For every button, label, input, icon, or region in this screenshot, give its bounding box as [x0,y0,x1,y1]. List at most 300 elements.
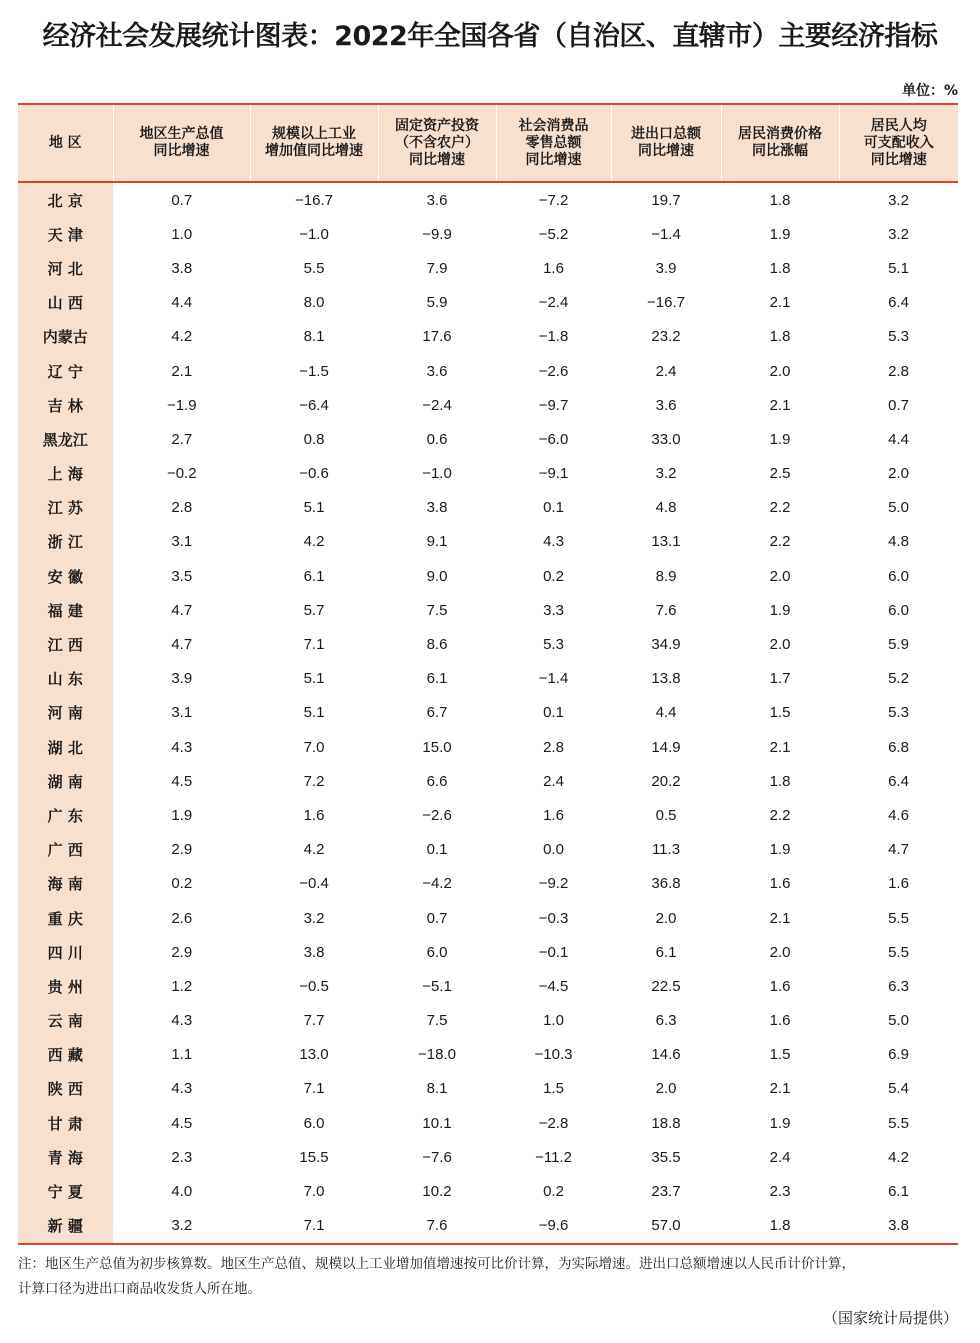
value-cell: 2.8 [171,499,193,517]
value-cell: 13.1 [651,533,681,551]
value-cell: 5.7 [303,601,325,619]
value-cell: 6.4 [888,772,909,790]
value-cell: 8.9 [655,567,677,585]
value-cell: 4.6 [888,806,909,824]
region-name-cell: 浙 江 [18,525,113,559]
value-cell: −0.3 [538,909,569,927]
column-header-line: 同比增速 [525,151,582,168]
region-name-cell: 黑龙江 [18,422,113,456]
value-cell: 14.9 [651,738,681,756]
region-name-cell: 江 苏 [18,491,113,525]
region-name-cell: 福 建 [18,593,113,627]
value-cell: 6.0 [888,567,909,585]
column-header-line: 零售总额 [525,134,582,151]
value-cell: 4.3 [543,533,564,551]
unit-label: 单位：% [901,83,958,99]
value-cell: −9.9 [422,225,452,243]
value-cell: 8.1 [303,328,325,346]
value-cell: 5.5 [303,259,325,277]
table-row [18,422,958,456]
table-row [18,798,958,832]
value-cell: 0.2 [171,875,193,893]
value-cell: 4.7 [171,601,193,619]
value-cell: −2.8 [538,1114,569,1132]
value-cell: 2.0 [655,1080,677,1098]
value-cell: −1.4 [538,670,569,688]
table-row [18,593,958,627]
table-row [18,1038,958,1072]
value-cell: −1.9 [166,396,197,414]
source-credit: （国家统计局提供） [822,1309,958,1327]
value-cell: 2.3 [769,1183,791,1201]
value-cell: 1.8 [721,1209,839,1244]
economic-indicators-table [18,103,958,1245]
value-cell: 4.2 [303,533,325,551]
value-cell: −9.7 [538,396,569,414]
value-cell: −1.8 [538,328,569,346]
value-cell: 3.9 [655,259,677,277]
table-row [18,251,958,285]
value-cell: 3.2 [303,909,325,927]
value-cell: 1.8 [769,328,791,346]
region-name-cell: 云 南 [18,1004,113,1038]
column-header-line: 地 区 [48,134,82,151]
value-cell: 3.6 [426,191,448,209]
table-row [18,662,958,696]
column-header-line: 社会消费品 [518,117,589,134]
value-cell: 13.8 [651,670,681,688]
value-cell: −9.2 [538,875,569,893]
value-cell: 1.9 [769,225,791,243]
value-cell: 1.5 [769,704,791,722]
region-name-cell: 新 疆 [18,1209,113,1244]
value-cell: 6.0 [888,601,909,619]
value-cell: 15.0 [422,738,452,756]
value-cell: 3.8 [303,943,325,961]
value-cell: 35.5 [651,1148,681,1166]
footnote [18,1252,963,1302]
region-name-cell: 青 海 [18,1140,113,1174]
region-name-cell: 陕 西 [18,1072,113,1106]
table-row [18,1209,958,1244]
value-cell: 3.2 [655,465,677,483]
value-cell: −2.4 [538,294,569,312]
table-row [18,457,958,491]
value-cell: 6.3 [888,977,909,995]
value-cell: 5.9 [426,294,448,312]
value-cell: 1.6 [543,806,564,824]
value-cell: 3.2 [888,225,909,243]
value-cell: 4.8 [655,499,677,517]
value-cell: 0.7 [888,396,909,414]
value-cell: 6.4 [888,294,909,312]
value-cell: 5.5 [888,943,909,961]
table-row [18,491,958,525]
value-cell: 7.5 [426,601,448,619]
value-cell: 3.8 [171,259,193,277]
value-cell: −4.5 [538,977,569,995]
value-cell: 1.6 [769,977,791,995]
value-cell: 33.0 [651,430,681,448]
value-cell: 5.5 [888,1114,909,1132]
value-cell: 3.8 [426,499,448,517]
value-cell: 2.0 [888,465,909,483]
value-cell: 8.1 [426,1080,448,1098]
value-cell: 2.1 [769,909,791,927]
value-cell: 1.9 [769,841,791,859]
value-cell: 2.2 [769,499,791,517]
value-cell: 1.8 [769,259,791,277]
column-header-line: 同比增速 [409,151,465,168]
region-name-cell: 吉 林 [18,388,113,422]
region-name-cell: 河 北 [18,251,113,285]
table-row [18,1004,958,1038]
page-title: 经济社会发展统计图表：2022年全国各省（自治区、直辖市）主要经济指标 [42,21,938,52]
value-cell: 3.6 [655,396,677,414]
column-header-3 [378,104,496,182]
value-cell: 10.1 [422,1114,452,1132]
value-cell: 4.2 [888,1148,909,1166]
value-cell: 1.9 [769,430,791,448]
value-cell: 2.4 [543,772,564,790]
value-cell: 4.7 [171,636,193,654]
table-row [18,833,958,867]
value-cell: 3.8 [839,1209,958,1244]
value-cell: 1.9 [769,601,791,619]
value-cell: 7.9 [426,259,448,277]
value-cell: 34.9 [651,636,681,654]
value-cell: 3.1 [171,704,193,722]
value-cell: −1.0 [299,225,329,243]
value-cell: 2.8 [888,362,909,380]
value-cell: 0.8 [303,430,325,448]
column-header-line: 同比涨幅 [752,143,808,159]
value-cell: −0.1 [538,943,569,961]
value-cell: 0.5 [655,806,677,824]
value-cell: −0.6 [299,465,329,483]
column-header-line: 进出口总额 [631,126,701,142]
value-cell: 4.2 [303,841,325,859]
footnote-line: 注：地区生产总值为初步核算数。地区生产总值、规模以上工业增加值增速按可比价计算，为实际增速。进出口总额增速以人民币计价计算， [18,1256,855,1272]
value-cell: 14.6 [651,1046,681,1064]
value-cell: −6.0 [538,430,569,448]
value-cell: 3.9 [171,670,193,688]
value-cell: 3.2 [888,191,909,209]
value-cell: 1.1 [171,1046,193,1064]
value-cell: 7.7 [303,1012,325,1030]
value-cell: 8.6 [426,636,448,654]
value-cell: −0.5 [299,977,329,995]
value-cell: −18.0 [418,1046,456,1064]
value-cell: 6.1 [655,943,677,961]
column-header-1 [113,104,250,182]
value-cell: 5.1 [888,259,909,277]
value-cell: 6.7 [426,704,448,722]
column-header-line: 可支配收入 [863,134,934,151]
region-name-cell: 江 西 [18,627,113,661]
value-cell: 8.0 [303,294,325,312]
region-name-cell: 山 西 [18,286,113,320]
value-cell: 1.0 [171,225,193,243]
value-cell: 7.2 [303,772,325,790]
column-header-0 [18,104,113,182]
value-cell: 0.7 [426,909,448,927]
value-cell: 0.1 [426,841,448,859]
region-name-cell: 甘 肃 [18,1106,113,1140]
region-name-cell: 辽 宁 [18,354,113,388]
value-cell: 7.1 [250,1209,378,1244]
value-cell: 4.3 [171,1012,193,1030]
column-header-7 [839,104,958,182]
region-name-cell: 贵 州 [18,969,113,1003]
value-cell: 3.6 [426,362,448,380]
value-cell: 6.1 [426,670,448,688]
value-cell: 1.6 [543,259,564,277]
value-cell: 2.1 [171,362,193,380]
value-cell: 1.2 [171,977,193,995]
table-row [18,320,958,354]
value-cell: 7.6 [378,1209,496,1244]
value-cell: 1.7 [769,670,791,688]
table-row [18,525,958,559]
value-cell: 2.2 [769,806,791,824]
value-cell: −0.4 [299,875,329,893]
region-name-cell: 四 川 [18,935,113,969]
column-header-line: 居民人均 [870,117,927,134]
value-cell: 3.2 [113,1209,250,1244]
value-cell: 2.9 [171,841,193,859]
value-cell: −16.7 [295,191,333,209]
value-cell: 23.2 [651,328,681,346]
value-cell: 5.5 [888,909,909,927]
value-cell: 4.2 [171,328,193,346]
value-cell: 0.0 [543,841,564,859]
value-cell: 5.0 [888,499,909,517]
value-cell: −5.1 [422,977,452,995]
value-cell: −1.4 [651,225,681,243]
value-cell: 0.6 [426,430,448,448]
table-header [18,104,958,182]
value-cell: 6.1 [303,567,325,585]
value-cell: 2.1 [769,738,791,756]
value-cell: 0.2 [543,567,564,585]
value-cell: 2.8 [543,738,564,756]
value-cell: 5.1 [303,499,325,517]
table-row [18,354,958,388]
value-cell: −16.7 [647,294,685,312]
value-cell: 4.3 [171,1080,193,1098]
value-cell: 1.5 [769,1046,791,1064]
region-name-cell: 山 东 [18,662,113,696]
region-name-cell: 天 津 [18,217,113,251]
value-cell: 2.9 [171,943,193,961]
table-row [18,217,958,251]
table-row [18,1140,958,1174]
column-header-2 [250,104,378,182]
value-cell: 1.5 [543,1080,564,1098]
value-cell: 9.1 [426,533,448,551]
value-cell: 7.6 [655,601,677,619]
value-cell: 4.7 [888,841,909,859]
value-cell: 2.1 [769,294,791,312]
column-header-line: 居民消费价格 [738,126,822,142]
table-row [18,764,958,798]
value-cell: 5.3 [888,704,909,722]
column-header-5 [611,104,721,182]
value-cell: −2.6 [538,362,569,380]
column-header-line: 同比增速 [153,143,210,159]
value-cell: 15.5 [299,1148,329,1166]
region-name-cell: 北 京 [18,182,113,217]
value-cell: 0.1 [543,499,564,517]
value-cell: 2.7 [171,430,193,448]
value-cell: 2.3 [171,1148,193,1166]
value-cell: 2.1 [769,1080,791,1098]
value-cell: 1.6 [769,1012,791,1030]
value-cell: 6.6 [426,772,448,790]
region-name-cell: 广 东 [18,798,113,832]
region-name-cell: 上 海 [18,457,113,491]
value-cell: 2.0 [769,567,791,585]
region-name-cell: 安 徽 [18,559,113,593]
value-cell: 4.8 [888,533,909,551]
value-cell: −5.2 [538,225,569,243]
value-cell: 0.2 [543,1183,564,1201]
value-cell: −7.2 [538,191,569,209]
value-cell: −1.5 [299,362,329,380]
value-cell: −6.4 [299,396,329,414]
column-header-6 [721,104,839,182]
value-cell: 5.2 [888,670,909,688]
table-row [18,730,958,764]
value-cell: 57.0 [611,1209,721,1244]
value-cell: 23.7 [651,1183,681,1201]
value-cell: 1.6 [888,875,909,893]
value-cell: 4.4 [171,294,193,312]
value-cell: −9.6 [496,1209,611,1244]
value-cell: 11.3 [651,841,681,859]
value-cell: −10.3 [534,1046,573,1064]
table-row [18,182,958,217]
value-cell: 2.5 [769,465,791,483]
value-cell: 5.1 [303,670,325,688]
value-cell: −11.2 [535,1148,572,1166]
value-cell: 6.1 [888,1183,909,1201]
value-cell: 2.4 [769,1148,791,1166]
value-cell: 2.0 [769,943,791,961]
value-cell: 4.4 [655,704,677,722]
value-cell: 20.2 [651,772,681,790]
column-header-4 [496,104,611,182]
value-cell: 0.7 [171,191,193,209]
column-header-line: 地区生产总值 [139,126,224,142]
column-header-line: 增加值同比增速 [265,143,363,159]
value-cell: 1.9 [769,1114,791,1132]
value-cell: 5.0 [888,1012,909,1030]
value-cell: 2.2 [769,533,791,551]
table-row [18,627,958,661]
table-row [18,901,958,935]
value-cell: 3.1 [171,533,193,551]
value-cell: −2.4 [422,396,452,414]
value-cell: 22.5 [651,977,681,995]
value-cell: 7.1 [303,636,325,654]
value-cell: 1.8 [769,191,791,209]
value-cell: 4.4 [888,430,909,448]
value-cell: 6.9 [888,1046,909,1064]
table-body [18,182,958,1244]
value-cell: 5.1 [303,704,325,722]
value-cell: 2.0 [769,362,791,380]
region-name-cell: 湖 北 [18,730,113,764]
value-cell: −2.6 [422,806,452,824]
region-name-cell: 湖 南 [18,764,113,798]
value-cell: 2.0 [769,636,791,654]
value-cell: 9.0 [426,567,448,585]
value-cell: 5.4 [888,1080,909,1098]
value-cell: 13.0 [299,1046,329,1064]
column-header-line: （不含农户） [395,134,479,151]
value-cell: −7.6 [422,1148,452,1166]
value-cell: 18.8 [651,1114,681,1132]
value-cell: 17.6 [422,328,452,346]
column-header-line: 同比增速 [638,143,694,159]
table-row [18,1072,958,1106]
value-cell: 4.5 [171,772,193,790]
table-row [18,969,958,1003]
region-name-cell: 重 庆 [18,901,113,935]
value-cell: 1.0 [543,1012,564,1030]
value-cell: 6.3 [655,1012,677,1030]
value-cell: 6.0 [303,1114,325,1132]
value-cell: 4.3 [171,738,193,756]
value-cell: −4.2 [422,875,452,893]
value-cell: 5.3 [888,328,909,346]
table-row [18,935,958,969]
value-cell: 1.9 [171,806,193,824]
region-name-cell: 内蒙古 [18,320,113,354]
column-header-line: 固定资产投资 [395,117,479,134]
value-cell: 1.8 [769,772,791,790]
column-header-line: 同比增速 [870,151,927,168]
value-cell: 0.1 [543,704,564,722]
table-row [18,1174,958,1208]
value-cell: 2.4 [655,362,677,380]
region-name-cell: 西 藏 [18,1038,113,1072]
value-cell: 7.0 [303,1183,325,1201]
value-cell: 7.1 [303,1080,325,1098]
value-cell: −1.0 [422,465,452,483]
region-name-cell: 海 南 [18,867,113,901]
value-cell: 2.6 [171,909,193,927]
value-cell: 4.5 [171,1114,193,1132]
value-cell: 1.6 [303,806,325,824]
value-cell: −0.2 [166,465,197,483]
value-cell: 5.3 [543,636,564,654]
data-table-container [18,103,958,1245]
region-name-cell: 宁 夏 [18,1174,113,1208]
value-cell: 2.0 [655,909,677,927]
value-cell: 10.2 [422,1183,452,1201]
region-name-cell: 河 南 [18,696,113,730]
value-cell: 7.5 [426,1012,448,1030]
table-row [18,388,958,422]
value-cell: 19.7 [651,191,681,209]
value-cell: 3.5 [171,567,193,585]
value-cell: 6.8 [888,738,909,756]
value-cell: 7.0 [303,738,325,756]
header-row [18,104,958,182]
